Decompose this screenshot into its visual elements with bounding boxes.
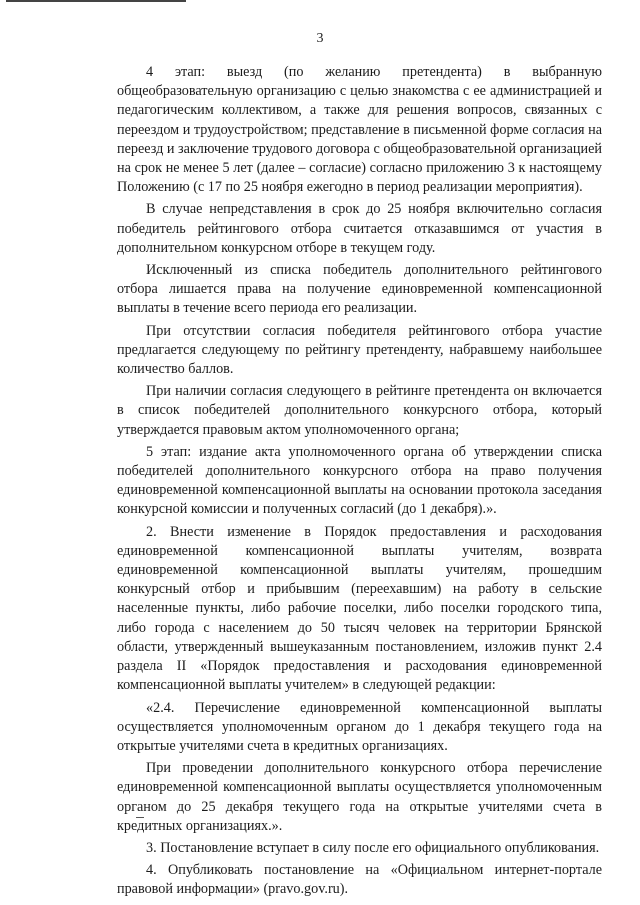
paragraph-stage-4: 4 этап: выезд (по желанию претендента) в выбранную общеобразовательную организацию с целью знакомства с ее администрацией и педагогическим коллективом, а также для решения вопросов, связанных с переездом и трудоустройством; представление в письменной форме согласия на переезд и заключение трудового договора с общеобразовательной организацией на срок не менее 5 лет (далее – согласие) согласно приложению 3 к настоящему Положению (с 17 по 25 ноября ежегодно в период реализации мероприятия). <box>117 64 602 196</box>
paragraph-item-2: 2. Внести изменение в Порядок предоставления и расходования единовременной компенсационной выплаты учителям, возврата единовременной компенсационной выплаты учителям, прошедшим конкурсный отбор и прибывшим (переехавшим) на работу в сельские населенные пункты, либо рабочие поселки, либо поселки городского типа, либо города с населением до 50 тысяч человек на территории Брянской области, утвержденный вышеуказанным постановлением, изложив пункт 2.4 раздела II «Порядок предоставления и расходования единовременной компенсационной выплаты учителем» в следующей редакции: <box>117 523 602 694</box>
document-body <box>117 63 602 903</box>
paragraph-item-3: 3. Постановление вступает в силу после его официального опубликования. <box>146 839 600 856</box>
paragraph-next-candidate-consent: При наличии согласия следующего в рейтинге претендента он включается в список победителей дополнительного конкурсного отбора, который утверждается правовым актом уполномоченного органа; <box>117 383 602 438</box>
paragraph-stage-5: 5 этап: издание акта уполномоченного органа об утверждении списка победителей дополнительного конкурсного отбора на право получения единовременной компенсационной выплаты на основании протокола заседания конкурсной комиссии и полученных согласий (до 1 декабря).». <box>117 443 602 518</box>
top-rule-line <box>6 0 186 2</box>
paragraph-clause-2-4: «2.4. Перечисление единовременной компенсационной выплаты осуществляется уполномоченным органом до 1 декабря текущего года на открытые учителями счета в кредитных организациях. <box>117 699 602 754</box>
pen-mark <box>136 817 144 818</box>
page-number: 3 <box>316 31 324 46</box>
paragraph-no-consent-deadline: В случае непредставления в срок до 25 ноября включительно согласия победитель рейтингового отбора считается отказавшимся от участия в дополнительном конкурсном отборе в текущем году. <box>117 201 602 256</box>
paragraph-next-candidate: При отсутствии согласия победителя рейтингового отбора участие предлагается следующему по рейтингу претенденту, набравшему наибольшее количество баллов. <box>117 322 602 378</box>
paragraph-excluded-winner: Исключенный из списка победитель дополнительного рейтингового отбора лишается права на получение единовременной компенсационной выплаты в течение всего периода его реализации. <box>117 262 602 317</box>
paragraph-item-4: 4. Опубликовать постановление на «Официальном интернет-портале правовой информации» (pravo.gov.ru). <box>117 862 602 898</box>
paragraph-additional-selection-payment: При проведении дополнительного конкурсного отбора перечисление единовременной компенсационной выплаты осуществляется уполномоченным органом до 25 декабря текущего года на открытые учителями счета в кредитных организациях.». <box>117 760 602 834</box>
